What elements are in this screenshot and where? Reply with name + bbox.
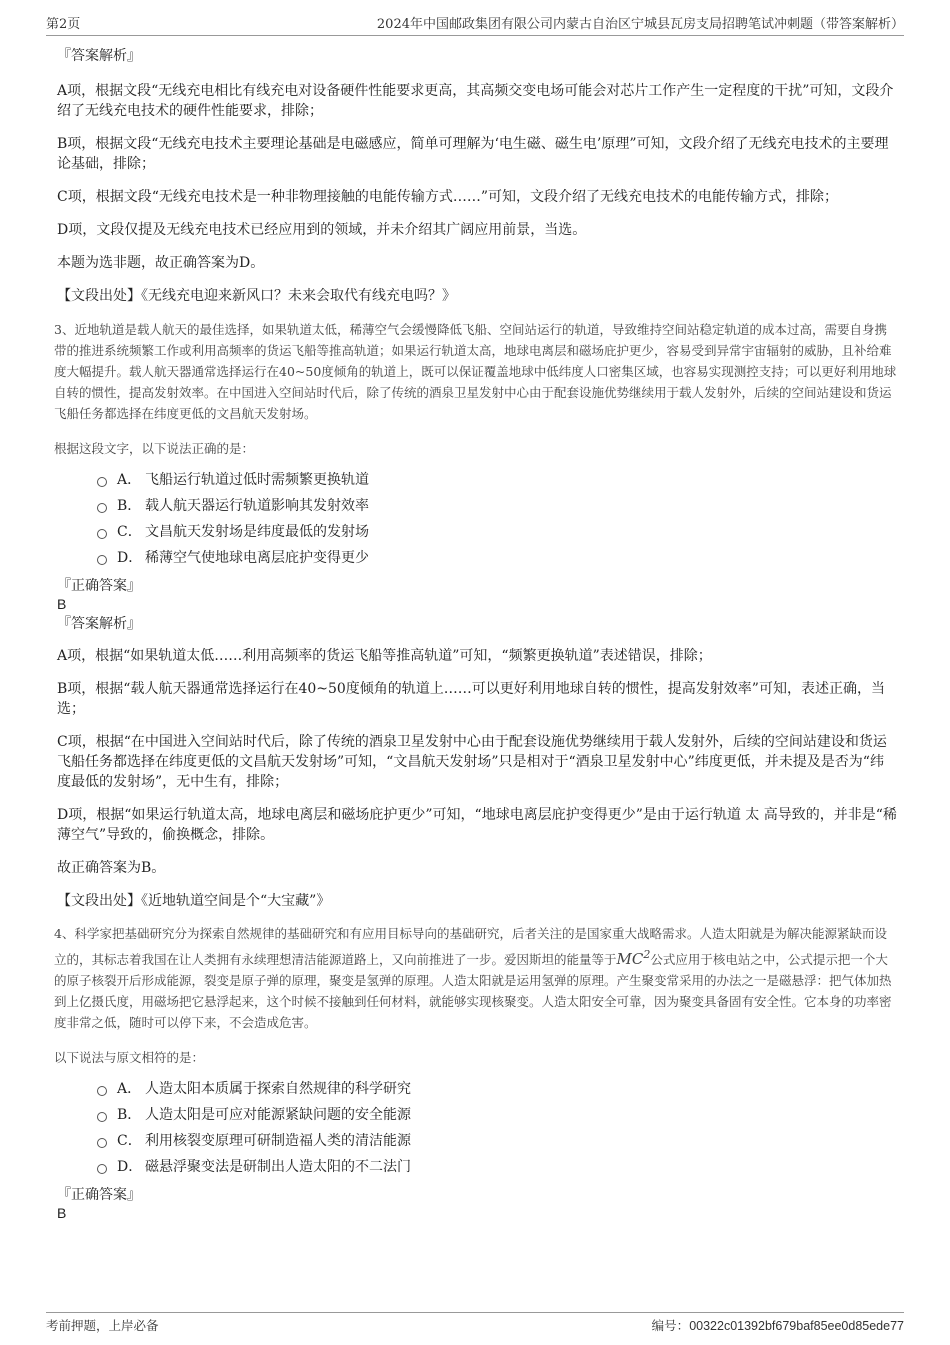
q2-analysis-a: A项，根据文段“无线充电相比有线充电对设备硬件性能要求更高，其高频交变电场可能会对芯片工作产生一定程度的干扰”可知，文段介绍了无线充电技术的硬件性能要求，排除； — [57, 83, 894, 119]
q3-analysis-c: C项，根据“在中国进入空间站时代后，除了传统的酒泉卫星发射中心由于配套设施优势继续用于载人发射外，后续的空间站建设和货运飞船任务都选择在纬度更低的文昌航天发射场”可知，“文昌航天发射场”只是相对于“酒泉卫星发射中心”纬度更低，并未提及是否为“纬度最低的发射场”，无中生有，排除； — [57, 734, 887, 790]
q2-source: 【文段出处】《无线充电迎来新风口？未来会取代有线充电吗？》 — [57, 288, 456, 304]
q4-options — [97, 1076, 897, 1180]
q3-option-a[interactable]: A． 飞船运行轨道过低时需频繁更换轨道 — [97, 467, 897, 493]
radio-button[interactable] — [97, 1138, 107, 1148]
energy-formula: $MC^2$ — [616, 948, 651, 968]
q3-option-d[interactable]: D． 稀薄空气使地球电离层庇护变得更少 — [97, 545, 897, 571]
radio-button[interactable] — [97, 503, 107, 513]
q4-option-c[interactable]: C． 利用核裂变原理可研制造福人类的清洁能源 — [97, 1128, 897, 1154]
q4-option-d[interactable]: D． 磁悬浮聚变法是研制出人造太阳的不二法门 — [97, 1154, 897, 1180]
q3-analysis-d: D项，根据“如果运行轨道太高，地球电离层和磁场庇护更少”可知，“地球电离层庇护变得更少”是由于运行轨道 太 高导致的，并非是“稀薄空气”导致的，偷换概念，排除。 — [57, 807, 897, 843]
radio-button[interactable] — [97, 1164, 107, 1174]
q3-option-b[interactable]: B． 载人航天器运行轨道影响其发射效率 — [97, 493, 897, 519]
radio-button[interactable] — [97, 1112, 107, 1122]
q2-analysis-d: D项，文段仅提及无线充电技术已经应用到的领域，并未介绍其广阔应用前景，当选。 — [57, 222, 587, 238]
radio-button[interactable] — [97, 1086, 107, 1096]
radio-button[interactable] — [97, 477, 107, 487]
q3-source: 【文段出处】《近地轨道空间是个“大宝藏”》 — [57, 893, 331, 909]
q3-answer-label: 『正确答案』 — [57, 578, 141, 594]
q3-passage: 3、近地轨道是载人航天的最佳选择，如果轨道太低，稀薄空气会缓慢降低飞船、空间站运行的轨道，导致维持空间站稳定轨道的成本过高，需要自身携带的推进系统频繁工作或利用高频率的货运飞船等推高轨道；如果运行轨道太高，地球电离层和磁场庇护更少，容易受到异常宇宙辐射的威胁，且补给难度大幅提升。载人航天器通常选择运行在40~50度倾角的轨道上，既可以保证覆盖地球中低纬度人口密集区域，也容易实现测控支持；可以更好利用地球自转的惯性，提高发射效率。在中国进入空间站时代后，除了传统的酒泉卫星发射中心由于配套设施优势继续用于载人发射外，后续的空间站建设和货运飞船任务都选择在纬度更低的文昌航天发射场。 — [54, 322, 897, 421]
q2-conclusion: 本题为选非题，故正确答案为D。 — [57, 255, 265, 271]
q4-passage: 4、科学家把基础研究分为探索自然规律的基础研究和有应用目标导向的基础研究，后者关注的是国家重大战略需求。人造太阳就是为解决能源紧缺而设立的，其标志着我国在让人类拥有永续理想清洁能源道路上，又向前推进了一步。爱因斯坦的能量等于$MC^2$公式应用于核电站之中，公式提示把一个大的原子核裂开后形成能源，裂变是原子弹的原理，聚变是氢弹的原理。人造太阳就是运用氢弹的原理。产生聚变常采用的办法之一是磁悬浮：把气体加热到上亿摄氏度，用磁场把它悬浮起来，这个时候不接触到任何材料，就能够实现核聚变。人造太阳安全可靠，因为聚变具备固有安全性。它本身的功率密度非常之低，随时可以停下来，不会造成危害。 — [54, 926, 892, 1030]
footer-slogan: 考前押题，上岸必备 — [46, 1318, 159, 1333]
document-title: 2024年中国邮政集团有限公司内蒙古自治区宁城县瓦房支局招聘笔试冲刺题（带答案解析） — [376, 17, 904, 32]
q3-question: 根据这段文字，以下说法正确的是： — [54, 441, 255, 456]
page-header — [46, 13, 904, 36]
document-code: 编号：00322c01392bf679baf85ee0d85ede77 — [651, 1318, 904, 1333]
q4-option-a[interactable]: A． 人造太阳本质属于探索自然规律的科学研究 — [97, 1076, 897, 1102]
q2-analysis-c: C项，根据文段“无线充电技术是一种非物理接触的电能传输方式……”可知，文段介绍了无线充电技术的电能传输方式，排除； — [57, 189, 839, 205]
q3-answer: B — [57, 596, 67, 612]
q3-conclusion: 故正确答案为B。 — [57, 860, 166, 876]
radio-button[interactable] — [97, 555, 107, 565]
q3-analysis-b: B项，根据“载人航天器通常选择运行在40~50度倾角的轨道上……可以更好利用地球自转的惯性，提高发射效率”可知，表述正确，当选； — [57, 681, 885, 717]
page-footer — [46, 1312, 904, 1334]
q3-option-c[interactable]: C． 文昌航天发射场是纬度最低的发射场 — [97, 519, 897, 545]
q2-analysis-label: 『答案解析』 — [57, 48, 141, 64]
q3-analysis-a: A项，根据“如果轨道太低……利用高频率的货运飞船等推高轨道”可知，“频繁更换轨道”表述错误，排除； — [57, 648, 712, 664]
q4-answer-label: 『正确答案』 — [57, 1187, 141, 1203]
q4-option-b[interactable]: B． 人造太阳是可应对能源紧缺问题的安全能源 — [97, 1102, 897, 1128]
q4-question: 以下说法与原文相符的是： — [54, 1050, 205, 1065]
q3-analysis-label: 『答案解析』 — [57, 616, 141, 632]
q4-answer: B — [57, 1205, 67, 1221]
main-content — [54, 44, 897, 1222]
q3-options — [97, 467, 897, 571]
q2-analysis-b: B项，根据文段“无线充电技术主要理论基础是电磁感应，简单可理解为‘电生磁、磁生电’原理”可知，文段介绍了无线充电技术的主要理论基础，排除； — [57, 136, 889, 172]
radio-button[interactable] — [97, 529, 107, 539]
page-number: 第2页 — [46, 17, 81, 32]
